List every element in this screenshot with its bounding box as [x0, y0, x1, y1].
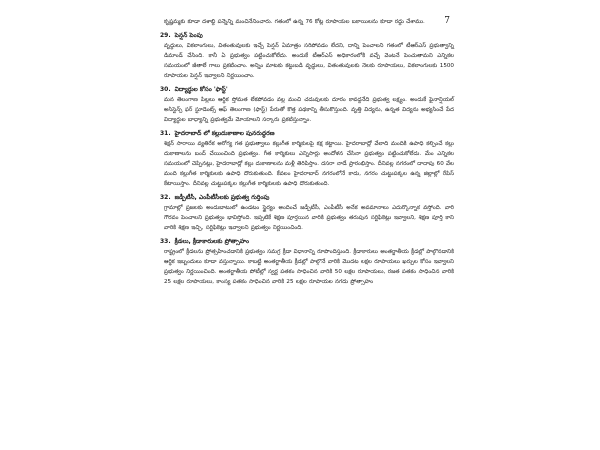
- section-paragraph: గ్రామాల్లో ప్రజలకు అందుబాటులో ఉండటం స్థైర్యం అందించే జడ్పీటీసీ, ఎంపీటీసీ అనేక అవమానాలు ఎదుర్కొన్నాక వస్తోంది. వారి గౌరవం పెంచాలని ప్రభుత్వం భావిస్తోంది. ఇప్పటికే శిక్షణ పూర్తయిన వారికి ప్రభుత్వం తరుపున సర్టిఫికెట్లు ఇవ్వాలని, శిక్షణ పూర్తి కాని వారికి శిక్షణ ఇచ్చి, సర్టిఫికెట్లు ఇవ్వాలని ప్రభుత్వం నిర్ణయించింది.: [164, 205, 454, 231]
- section-number: 32.: [160, 194, 171, 201]
- section-paragraph: రాష్ట్రంలో క్రీడలను ప్రోత్సహించడానికి ప్రభుత్వం సమగ్ర క్రీడా విధానాన్ని రూపొందిస్తుంది. క్రీడాకారులు అంతర్జాతీయ క్రీడల్లో పాల్గొనడానికి ఆర్థిక ఇబ్బందులు కూడా వస్తున్నాయి. కాబట్టి అంతర్జాతీయ క్రీడల్లో పాల్గొనే వారికి మొదట లక్షల రూపాయలు ఖర్చుల కోసం ఇవ్వాలని ప్రభుత్వం నిర్ణయించింది. అంతర్జాతీయ పోటీల్లో స్వర్ణ పతకం సాధించిన వారికి 50 లక్షల రూపాయలు, రజత పతకం సాధించిన వారికి 25 లక్షల రూపాయలు, కాంస్య పతకం సాధించిన వారికి 25 లక్షల రూపాయల నగదు ప్రోత్సాహం: [164, 249, 454, 285]
- section-paragraph: శిక్షన్ సారాయి వ్యతిరేక అరోగ్య గత ప్రభుత్వాలు కల్లుగీత కార్మికులపై కక్ష కట్టాయి. హైదరాబాద్లో వేలాది మందికి ఉపాధి కల్పించే కల్లు దుకాణాలను బంద్ చేయించింది ప్రభుత్వం. గీత కార్మికులు ఎన్నిసార్లు అందోళన చేసినా ప్రభుత్వం పట్టించుకోలేదు. మేం ఎన్నికల సమయంలో చెప్పినట్లు, హైదరాబాద్లో కల్లు దుకాణాలను మళ్లీ తెరిపిస్తాం. దసరా నాడే ప్రారంభిస్తాం. దీనివల్ల నగరంలో దాదాపు 60 వేల మంది కల్లుగీత కార్మికులకు ఉపాధి దొరుకుతుంది. కేవలం హైదరాబాద్ నగరంలోనే కాదు, నగరం చుట్టుపక్కల ఉన్న జిల్లాల్లో రేపిస్ కేటాయిస్తాం. దీనివల్ల చుట్టుపక్కల కల్లుగీత కార్మికులకు ఉపాధి దొరుకుతుంది.: [164, 141, 454, 187]
- section-zptc-mptc: [160, 193, 454, 233]
- document-body: [160, 17, 454, 287]
- section-title: విద్యార్థుల కోసం 'ఫాస్ట్': [174, 86, 228, 93]
- section-heading: [160, 31, 454, 41]
- section-heading: [160, 129, 454, 139]
- section-title: హైదరాబాద్ లో కల్లుదుకాణాల పునరుద్ధరణ: [174, 130, 275, 137]
- section-number: 30.: [160, 86, 171, 93]
- section-heading: [160, 193, 454, 203]
- section-toddy-shops: [160, 129, 454, 189]
- section-students-fast: [160, 85, 454, 125]
- page-number: 7: [444, 16, 450, 26]
- section-title: జడ్పీటీసీ, ఎంపీటీసీలకు ప్రభుత్వ గుర్తింపు: [174, 194, 270, 201]
- section-title: క్రీడలు, క్రీడాకారులకు ప్రోత్సాహం: [174, 238, 249, 245]
- section-number: 31.: [160, 130, 171, 137]
- section-title: పెన్షన్ పెంపు: [174, 32, 203, 39]
- section-sports: [160, 237, 454, 287]
- section-pension: [160, 31, 454, 81]
- section-paragraph: వృద్ధులు, వికలాంగులు, వితంతువులకు ఇచ్చే పెన్షన్ ఏమాత్రం సరిపోవడం లేదని, దాన్ని పెంచాలని గతంలో టీఆర్ఎస్ ప్రభుత్వాన్ని డిమాండ్ చేసింది. కానీ ఏ ప్రభుత్వం పట్టించుకోలేదు. అందుకే టీఆర్ఎస్ అధికారంలోకి వచ్చే వెంటనే పెంచుతామని ఎన్నికల సమయంలో జీతాలే గాలు ప్రకటించాం. అన్నిం మాటకు కట్టుబడి వృద్ధులు, వితంతువులకు నెలకు రూపాయలు, వికలాంగులకు 1500 రూపాయల పెన్షన్ ఇవ్వాలని నిర్ణయించాం.: [164, 43, 454, 79]
- section-heading: [160, 85, 454, 95]
- section-number: 33.: [160, 238, 171, 245]
- section-paragraph: మన తెలంగాణ పిల్లలు ఆర్థిక స్తోమత లేకపోవడం వల్ల మంచి చదువులకు దూరం కావద్దనేది ప్రభుత్వ లక్ష్యం. అందుకే ఫైనాన్షియల్ అసిస్టెన్స్ ఫర్ స్టూడెంట్స్ ఆఫ్ తెలంగాణ (ఫాస్ట్) పేరుతో కొత్త పథకాన్ని తీసుకొస్తుంది. వృత్తి విద్యను, ఉన్నత విద్యను అభ్యసించే పేద విద్యార్థుల బాధ్యాన్ని ప్రభుత్వమే మోయాలని సర్కారు ప్రకటిస్తున్నాం.: [164, 97, 454, 123]
- section-heading: [160, 237, 454, 247]
- intro-paragraph: కృష్ణమ్మకు కూడా దశాబ్ది పన్నెన్ని మంచినేనించారు. గతంలో ఉన్న 76 కోట్ల రూపాయల బకాయిలను కూడా రద్దు చేశాము.: [164, 19, 425, 25]
- section-number: 29.: [160, 32, 171, 39]
